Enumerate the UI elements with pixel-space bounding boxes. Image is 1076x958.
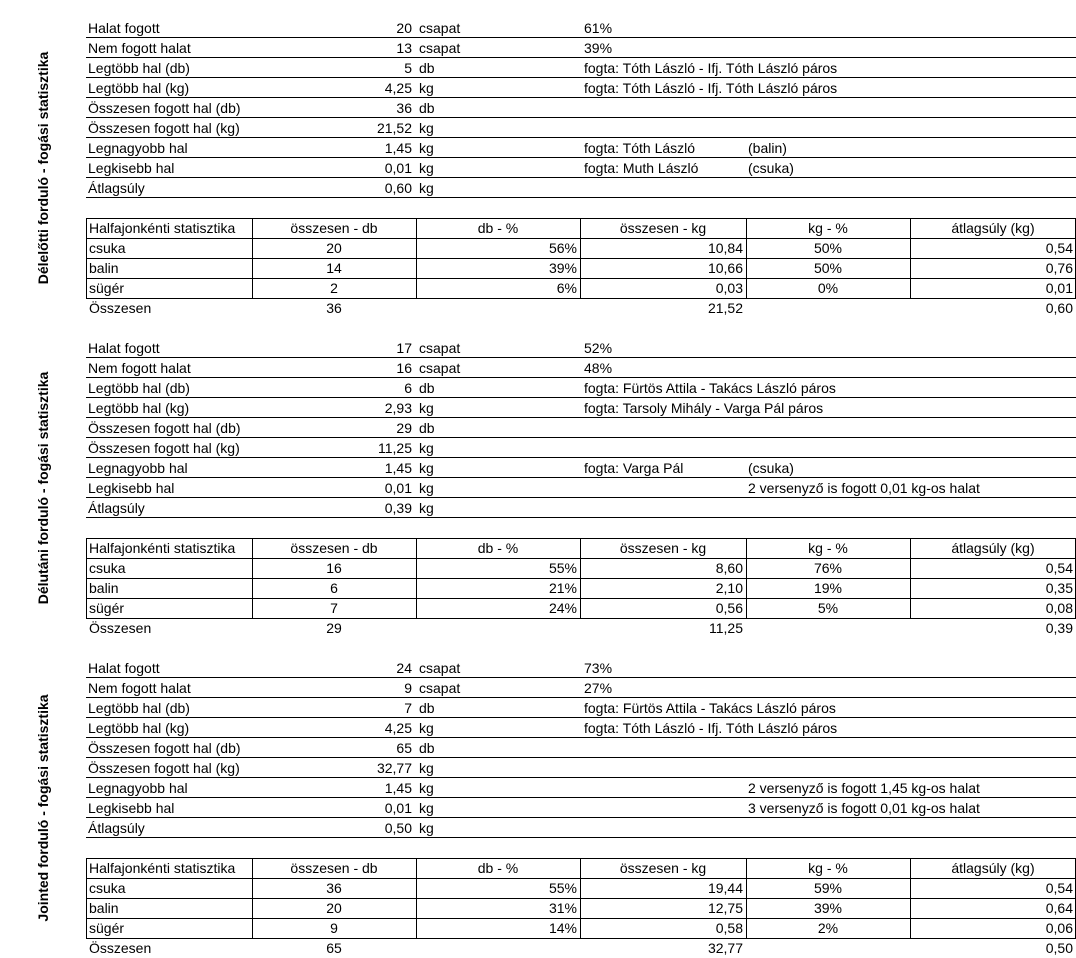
- summary-extra: 39%: [584, 40, 613, 56]
- table-cell: sügér: [89, 920, 125, 936]
- summary-note: 2 versenyző is fogott 1,45 kg-os halat: [748, 780, 980, 796]
- summary-value: 0,01: [384, 160, 412, 176]
- table-cell: sügér: [89, 280, 125, 296]
- summary-value: 6: [404, 380, 412, 396]
- summary-note: [748, 818, 1074, 838]
- table-header-cell: Halfajonkénti statisztika: [89, 860, 236, 876]
- summary-label: Halat fogott: [88, 660, 160, 676]
- summary-unit: kg: [419, 140, 434, 156]
- section-title-text: Délutáni forduló - fogási statisztika: [35, 371, 51, 605]
- summary-unit: kg: [419, 120, 434, 136]
- table-cell: 21%: [548, 580, 577, 596]
- summary-extra: 27%: [584, 680, 613, 696]
- summary-unit: kg: [419, 440, 434, 456]
- table-cell: balin: [89, 900, 119, 916]
- table-total-cell: Összesen: [89, 940, 152, 956]
- summary-value: 65: [396, 740, 412, 756]
- summary-unit: db: [419, 700, 435, 716]
- summary-value: 4,25: [384, 720, 412, 736]
- table-header-cell: db - %: [477, 540, 519, 556]
- summary-unit: db: [419, 740, 435, 756]
- stats-section: [0, 18, 1076, 318]
- section-title-text: Délelőtti forduló - fogási statisztika: [35, 51, 51, 285]
- table-header-cell: átlagsúly (kg): [951, 860, 1035, 876]
- table-cell: 39%: [813, 900, 843, 916]
- summary-note: (balin): [748, 140, 787, 156]
- summary-note: [748, 18, 1074, 38]
- summary-extra: fogta: Tóth László - Ifj. Tóth László páros: [584, 60, 838, 76]
- summary-extra: fogta: Tóth László: [584, 140, 696, 156]
- table-cell: 14: [326, 260, 342, 276]
- table-cell: 2: [330, 280, 338, 296]
- summary-label: Nem fogott halat: [88, 360, 191, 376]
- table-total-cell: 36: [326, 300, 342, 316]
- table-cell: 59%: [813, 880, 843, 896]
- table-header-cell: Halfajonkénti statisztika: [89, 220, 236, 236]
- table-cell: 31%: [548, 900, 577, 916]
- summary-extra: fogta: Tóth László - Ifj. Tóth László páros: [584, 720, 838, 736]
- summary-value: 16: [396, 360, 412, 376]
- table-cell: sügér: [89, 600, 125, 616]
- table-cell: 0,76: [1045, 260, 1073, 276]
- summary-unit: kg: [419, 80, 434, 96]
- table-cell: 0,54: [1045, 880, 1073, 896]
- table-cell: csuka: [89, 240, 126, 256]
- table-cell: csuka: [89, 560, 126, 576]
- summary-label: Legnagyobb hal: [88, 780, 188, 796]
- table-cell: 6%: [556, 280, 577, 296]
- summary-value: 13: [396, 40, 412, 56]
- summary-value: 0,39: [384, 500, 412, 516]
- summary-value: 0,60: [384, 180, 412, 196]
- table-header-cell: összesen - db: [290, 540, 378, 556]
- summary-note: [748, 58, 1074, 78]
- table-cell: 9: [330, 920, 338, 936]
- summary-label: Halat fogott: [88, 340, 160, 356]
- summary-unit: kg: [419, 160, 434, 176]
- summary-note: (csuka): [748, 160, 794, 176]
- summary-value: 11,25: [378, 440, 412, 456]
- summary-unit: kg: [419, 760, 434, 776]
- table-header-cell: db - %: [477, 220, 519, 236]
- table-header-cell: összesen - db: [290, 220, 378, 236]
- summary-value: 5: [404, 60, 412, 76]
- summary-value: 20: [396, 20, 412, 36]
- table-cell: 20: [326, 240, 342, 256]
- summary-note: [748, 118, 1074, 138]
- summary-note: [748, 78, 1074, 98]
- table-vline: [580, 538, 581, 618]
- table-vline: [746, 218, 747, 298]
- summary-note: [748, 718, 1074, 738]
- table-vline: [86, 858, 87, 938]
- summary-unit: csapat: [419, 20, 461, 36]
- table-header-cell: átlagsúly (kg): [951, 540, 1035, 556]
- summary-note: [748, 378, 1074, 398]
- summary-label: Legtöbb hal (db): [88, 700, 190, 716]
- summary-note: [748, 658, 1074, 678]
- table-cell: balin: [89, 260, 119, 276]
- table-total-cell: 0,39: [1045, 620, 1073, 636]
- table-cell: 0,06: [1045, 920, 1073, 936]
- table-total-cell: [419, 619, 577, 638]
- table-total-cell: 11,25: [709, 620, 743, 636]
- summary-unit: csapat: [419, 680, 461, 696]
- summary-unit: db: [419, 60, 435, 76]
- summary-unit: kg: [419, 500, 434, 516]
- table-vline: [252, 538, 253, 618]
- table-total-cell: 0,50: [1045, 940, 1073, 956]
- table-vline: [746, 858, 747, 938]
- summary-unit: kg: [419, 180, 434, 196]
- table-header-cell: kg - %: [808, 220, 848, 236]
- table-header-cell: kg - %: [808, 860, 848, 876]
- summary-value: 4,25: [384, 80, 412, 96]
- summary-label: Legnagyobb hal: [88, 140, 188, 156]
- summary-unit: kg: [419, 820, 434, 836]
- summary-value: 7: [404, 700, 412, 716]
- table-vline: [910, 538, 911, 618]
- table-vline: [910, 218, 911, 298]
- table-cell: 19,44: [707, 880, 743, 896]
- summary-label: Legkisebb hal: [88, 480, 175, 496]
- table-total-cell: 21,52: [707, 300, 743, 316]
- table-cell: 10,84: [707, 240, 743, 256]
- summary-unit: kg: [419, 800, 434, 816]
- summary-label: Összesen fogott hal (kg): [88, 120, 240, 136]
- summary-unit: db: [419, 420, 435, 436]
- summary-value: 24: [396, 660, 412, 676]
- summary-unit: kg: [419, 780, 434, 796]
- summary-label: Legkisebb hal: [88, 160, 175, 176]
- table-cell: balin: [89, 580, 119, 596]
- summary-value: 21,52: [376, 120, 412, 136]
- summary-label: Legtöbb hal (db): [88, 380, 190, 396]
- table-cell: 24%: [548, 600, 577, 616]
- table-cell: 50%: [813, 260, 843, 276]
- table-cell: 5%: [817, 600, 839, 616]
- summary-label: Átlagsúly: [88, 500, 145, 516]
- table-cell: 12,75: [707, 900, 743, 916]
- table-cell: 36: [326, 880, 342, 896]
- table-total-cell: Összesen: [89, 300, 152, 316]
- summary-extra: fogta: Muth László: [584, 160, 699, 176]
- table-total-cell: [749, 939, 907, 958]
- summary-extra: fogta: Fürtös Attila - Takács László páros: [584, 700, 836, 716]
- summary-extra: 73%: [584, 660, 613, 676]
- table-cell: 20: [326, 900, 342, 916]
- summary-unit: db: [419, 380, 435, 396]
- table-cell: 55%: [548, 560, 577, 576]
- table-cell: 0,01: [1045, 280, 1073, 296]
- summary-label: Legtöbb hal (kg): [88, 720, 190, 736]
- table-cell: 76%: [813, 560, 843, 576]
- summary-value: 0,01: [384, 480, 412, 496]
- summary-extra: fogta: Fürtös Attila - Takács László páros: [584, 380, 836, 396]
- table-cell: 8,60: [715, 560, 743, 576]
- summary-label: Összesen fogott hal (db): [88, 100, 241, 116]
- summary-note: [748, 698, 1074, 718]
- table-total-cell: Összesen: [89, 620, 152, 636]
- table-vline: [252, 218, 253, 298]
- summary-value: 1,45: [384, 460, 412, 476]
- summary-note: [748, 398, 1074, 418]
- table-vline: [910, 858, 911, 938]
- table-cell: 0,64: [1045, 900, 1073, 916]
- summary-label: Halat fogott: [88, 20, 160, 36]
- summary-label: Átlagsúly: [88, 820, 145, 836]
- table-cell: 7: [330, 600, 338, 616]
- table-total-cell: [749, 299, 907, 318]
- summary-note: [748, 678, 1074, 698]
- summary-unit: kg: [419, 720, 434, 736]
- table-cell: 0,03: [715, 280, 743, 296]
- summary-value: 1,45: [384, 140, 412, 156]
- summary-note: 2 versenyző is fogott 0,01 kg-os halat: [748, 480, 980, 496]
- summary-label: Legtöbb hal (kg): [88, 400, 190, 416]
- summary-note: [748, 178, 1074, 198]
- summary-extra: 61%: [584, 20, 613, 36]
- table-cell: 0,35: [1045, 580, 1073, 596]
- summary-extra: fogta: Varga Pál: [584, 460, 684, 476]
- table-total-cell: 0,60: [1045, 300, 1073, 316]
- section-title-text: Jointed forduló - fogási statisztika: [35, 694, 51, 922]
- row-divider: [86, 197, 1076, 198]
- summary-unit: db: [419, 100, 435, 116]
- summary-unit: kg: [419, 460, 434, 476]
- summary-note: [748, 98, 1074, 118]
- table-vline: [746, 538, 747, 618]
- summary-label: Legtöbb hal (db): [88, 60, 190, 76]
- table-vline: [86, 538, 87, 618]
- summary-extra: 52%: [584, 340, 613, 356]
- table-header-cell: összesen - kg: [619, 220, 707, 236]
- table-vline: [416, 218, 417, 298]
- summary-value: 29: [396, 420, 412, 436]
- table-header-cell: Halfajonkénti statisztika: [89, 540, 236, 556]
- summary-label: Összesen fogott hal (kg): [88, 760, 240, 776]
- table-cell: 0,08: [1045, 600, 1073, 616]
- summary-extra: 48%: [584, 360, 613, 376]
- summary-label: Legnagyobb hal: [88, 460, 188, 476]
- table-cell: 2,10: [715, 580, 743, 596]
- table-cell: 0,56: [715, 600, 743, 616]
- table-total-cell: 65: [326, 940, 342, 956]
- summary-label: Összesen fogott hal (kg): [88, 440, 240, 456]
- stats-section: [0, 338, 1076, 638]
- table-total-cell: 32,77: [707, 940, 743, 956]
- table-header-cell: összesen - kg: [619, 860, 707, 876]
- table-cell: 0,54: [1045, 560, 1073, 576]
- summary-value: 17: [396, 340, 412, 356]
- summary-note: [748, 438, 1074, 458]
- summary-unit: kg: [419, 480, 434, 496]
- summary-unit: csapat: [419, 660, 461, 676]
- table-cell: 56%: [548, 240, 577, 256]
- table-total-cell: 29: [326, 620, 342, 636]
- table-cell: 6: [330, 580, 338, 596]
- summary-label: Legkisebb hal: [88, 800, 175, 816]
- summary-value: 9: [404, 680, 412, 696]
- table-cell: 55%: [548, 880, 577, 896]
- summary-label: Nem fogott halat: [88, 40, 191, 56]
- summary-value: 0,50: [384, 820, 412, 836]
- summary-note: [748, 498, 1074, 518]
- summary-unit: csapat: [419, 360, 461, 376]
- table-vline: [252, 858, 253, 938]
- table-vline: [580, 218, 581, 298]
- table-cell: 16: [326, 560, 342, 576]
- summary-unit: kg: [419, 400, 434, 416]
- summary-label: Összesen fogott hal (db): [88, 420, 241, 436]
- table-total-cell: [419, 939, 577, 958]
- table-header-cell: összesen - kg: [619, 540, 707, 556]
- section-title: [0, 18, 86, 318]
- summary-value: 36: [396, 100, 412, 116]
- summary-unit: csapat: [419, 40, 461, 56]
- summary-value: 2,93: [384, 400, 412, 416]
- summary-unit: csapat: [419, 340, 461, 356]
- table-vline: [86, 218, 87, 298]
- table-cell: 0,58: [715, 920, 743, 936]
- row-divider: [86, 837, 1076, 838]
- summary-note: [748, 38, 1074, 58]
- table-cell: 50%: [813, 240, 843, 256]
- summary-note: [748, 418, 1074, 438]
- table-cell: 0%: [817, 280, 839, 296]
- summary-value: 32,77: [376, 760, 412, 776]
- table-cell: 19%: [813, 580, 843, 596]
- summary-value: 0,01: [384, 800, 412, 816]
- table-cell: 14%: [548, 920, 577, 936]
- table-total-cell: [419, 299, 577, 318]
- section-title: [0, 658, 86, 958]
- summary-note: [748, 338, 1074, 358]
- table-cell: 10,66: [707, 260, 743, 276]
- table-vline: [416, 538, 417, 618]
- table-cell: 0,54: [1045, 240, 1073, 256]
- table-cell: csuka: [89, 880, 126, 896]
- summary-value: 1,45: [384, 780, 412, 796]
- table-header-cell: átlagsúly (kg): [951, 220, 1035, 236]
- row-divider: [86, 517, 1076, 518]
- summary-note: [748, 758, 1074, 778]
- table-header-cell: kg - %: [808, 540, 848, 556]
- summary-note: 3 versenyző is fogott 0,01 kg-os halat: [748, 800, 980, 816]
- summary-extra: fogta: Tóth László - Ifj. Tóth László páros: [584, 80, 838, 96]
- summary-label: Nem fogott halat: [88, 680, 191, 696]
- table-vline: [580, 858, 581, 938]
- table-vline: [416, 858, 417, 938]
- stats-section: [0, 658, 1076, 958]
- table-header-cell: összesen - db: [290, 860, 378, 876]
- table-cell: 2%: [817, 920, 839, 936]
- table-cell: 39%: [548, 260, 577, 276]
- table-total-cell: [749, 619, 907, 638]
- summary-label: Átlagsúly: [88, 180, 145, 196]
- summary-extra: fogta: Tarsoly Mihály - Varga Pál páros: [584, 400, 824, 416]
- summary-note: (csuka): [748, 460, 794, 476]
- table-header-cell: db - %: [477, 860, 519, 876]
- summary-note: [748, 738, 1074, 758]
- section-title: [0, 338, 86, 638]
- summary-label: Legtöbb hal (kg): [88, 80, 190, 96]
- summary-note: [748, 358, 1074, 378]
- summary-label: Összesen fogott hal (db): [88, 740, 241, 756]
